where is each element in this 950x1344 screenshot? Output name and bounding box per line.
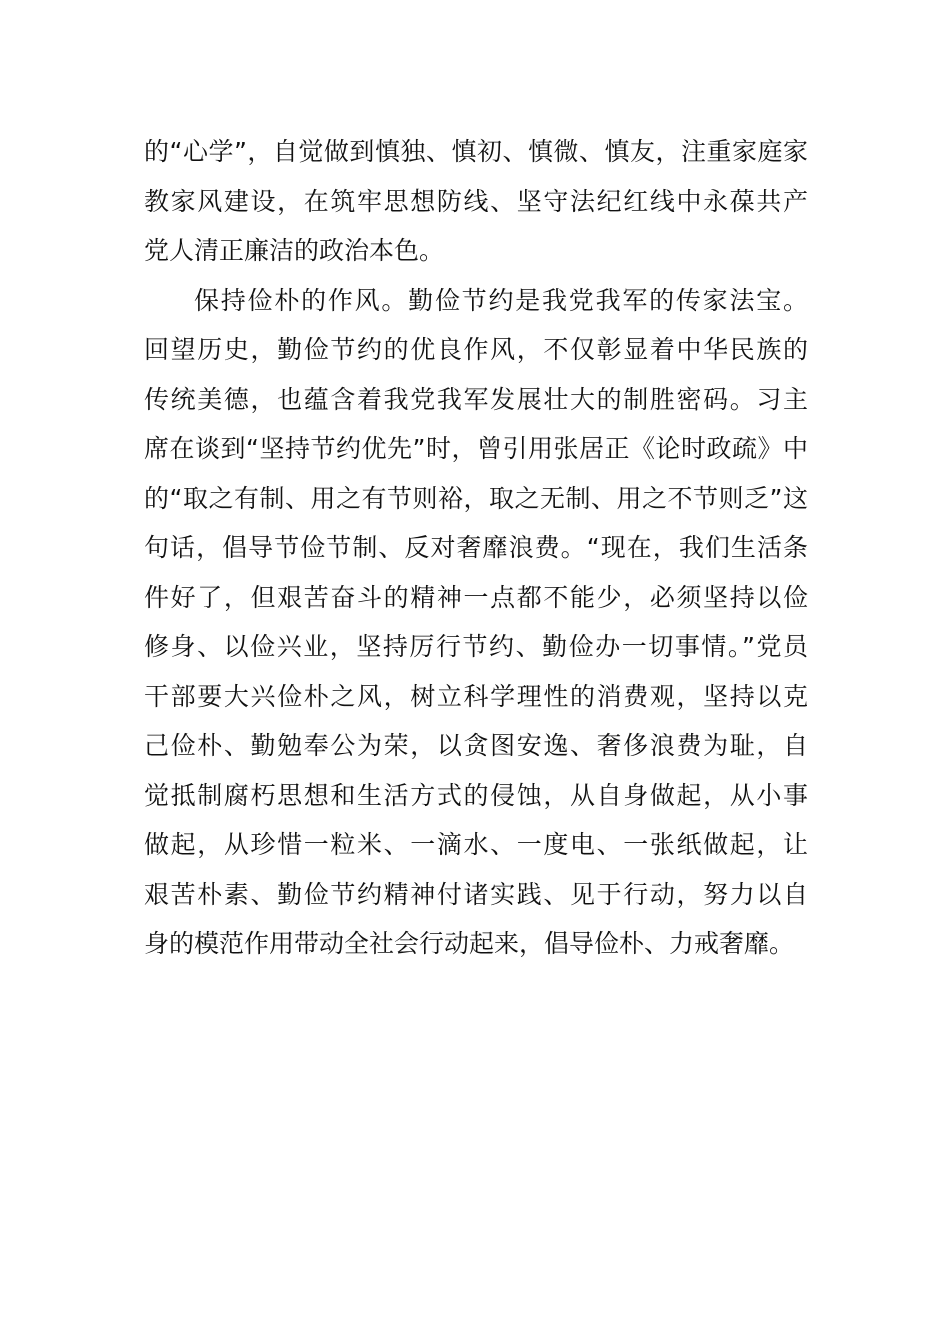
text-line: 件好了，但艰苦奋斗的精神一点都不能少，必须坚持以俭 bbox=[144, 582, 808, 612]
text-line: 传统美德，也蕴含着我党我军发展壮大的制胜密码。习主 bbox=[144, 384, 808, 414]
text-line: 艰苦朴素、勤俭节约精神付诸实践、见于行动，努力以自 bbox=[144, 879, 808, 909]
text-line: 回望历史，勤俭节约的优良作风，不仅彰显着中华民族的 bbox=[144, 335, 808, 364]
text-line: 身的模范作用带动全社会行动起来，倡导俭朴、力戒奢靡。 bbox=[144, 929, 795, 958]
text-line: 做起，从珍惜一粒米、一滴水、一度电、一张纸做起，让 bbox=[144, 830, 808, 859]
paragraph-2 bbox=[144, 276, 808, 969]
text-line: 席在谈到“坚持节约优先”时，曾引用张居正《论时政疏》中 bbox=[144, 434, 808, 463]
text-line: 党人清正廉洁的政治本色。 bbox=[144, 236, 445, 265]
text-line: 的“心学”，自觉做到慎独、慎初、慎微、慎友，注重家庭家 bbox=[144, 137, 808, 166]
document-body bbox=[144, 127, 808, 969]
text-line: 保持俭朴的作风。勤俭节约是我党我军的传家法宝。 bbox=[194, 285, 808, 315]
text-line: 干部要大兴俭朴之风，树立科学理性的消费观，坚持以克 bbox=[144, 681, 808, 711]
text-line: 己俭朴、勤勉奉公为荣，以贪图安逸、奢侈浪费为耻，自 bbox=[144, 731, 808, 760]
text-line: 修身、以俭兴业，坚持厉行节约、勤俭办一切事情。”党员 bbox=[144, 632, 808, 661]
text-line: 的“取之有制、用之有节则裕，取之无制、用之不节则乏”这 bbox=[144, 483, 808, 513]
text-line: 句话，倡导节俭节制、反对奢靡浪费。“现在，我们生活条 bbox=[144, 533, 808, 562]
paragraph-1 bbox=[144, 127, 808, 276]
text-line: 觉抵制腐朽思想和生活方式的侵蚀，从自身做起，从小事 bbox=[144, 780, 808, 810]
text-line: 教家风建设，在筑牢思想防线、坚守法纪红线中永葆共产 bbox=[144, 186, 808, 216]
